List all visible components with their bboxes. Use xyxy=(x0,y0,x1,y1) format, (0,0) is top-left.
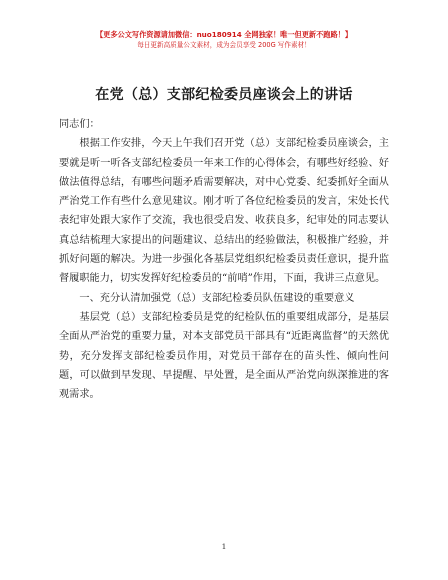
document-body xyxy=(59,115,389,404)
paragraph-section1: 基层党（总）支部纪检委员是党的纪检队伍的重要组成部分，是基层全面从严治党的重要力量，对本支部党员干部具有“近距离监督”的天然优势，充分发挥支部纪检委员作用，对党员干部存在的苗头性、倾向性问题，可以做到早发现、早提醒、早处置，是全面从严治党向纵深推进的客观需求。 xyxy=(59,311,389,401)
document-title: 在党（总）支部纪检委员座谈会上的讲话 xyxy=(95,87,353,103)
paragraph-intro: 根据工作安排，今天上午我们召开党（总）支部纪检委员座谈会，主要就是听一听各支部纪检委员一年来工作的心得体会，有哪些好经验、好做法值得总结，有哪些问题矛盾需要解决，对中心党委、纪委抓好全面从严治党工作有些什么意见建议。刚才听了各位纪检委员的发言，宋处长代表纪审处跟大家作了交流，我也很受启发、收获良多，纪审处的同志要认真总结梳理大家提出的问题建议、总结出的经验做法，积极推广经验，并抓好问题的解决。为进一步强化各基层党组织纪检委员责任意识，提升监督履职能力，切实发挥好纪检委员的“前哨”作用，下面，我讲三点意见。 xyxy=(59,138,389,285)
section-heading-1: 一、充分认清加强党（总）支部纪检委员队伍建设的重要意义 xyxy=(79,292,355,304)
promo-banner xyxy=(0,30,448,50)
promo-banner-line2: 每日更新高质量公文素材，成为会员享受 200G 写作素材！ xyxy=(137,41,311,49)
promo-banner-line1: 【更多公文写作资源请加微信：nuo180914 全网独家！唯一但更新不跑路！】 xyxy=(95,30,353,39)
salutation: 同志们： xyxy=(59,119,100,130)
page-number: 1 xyxy=(221,542,227,551)
